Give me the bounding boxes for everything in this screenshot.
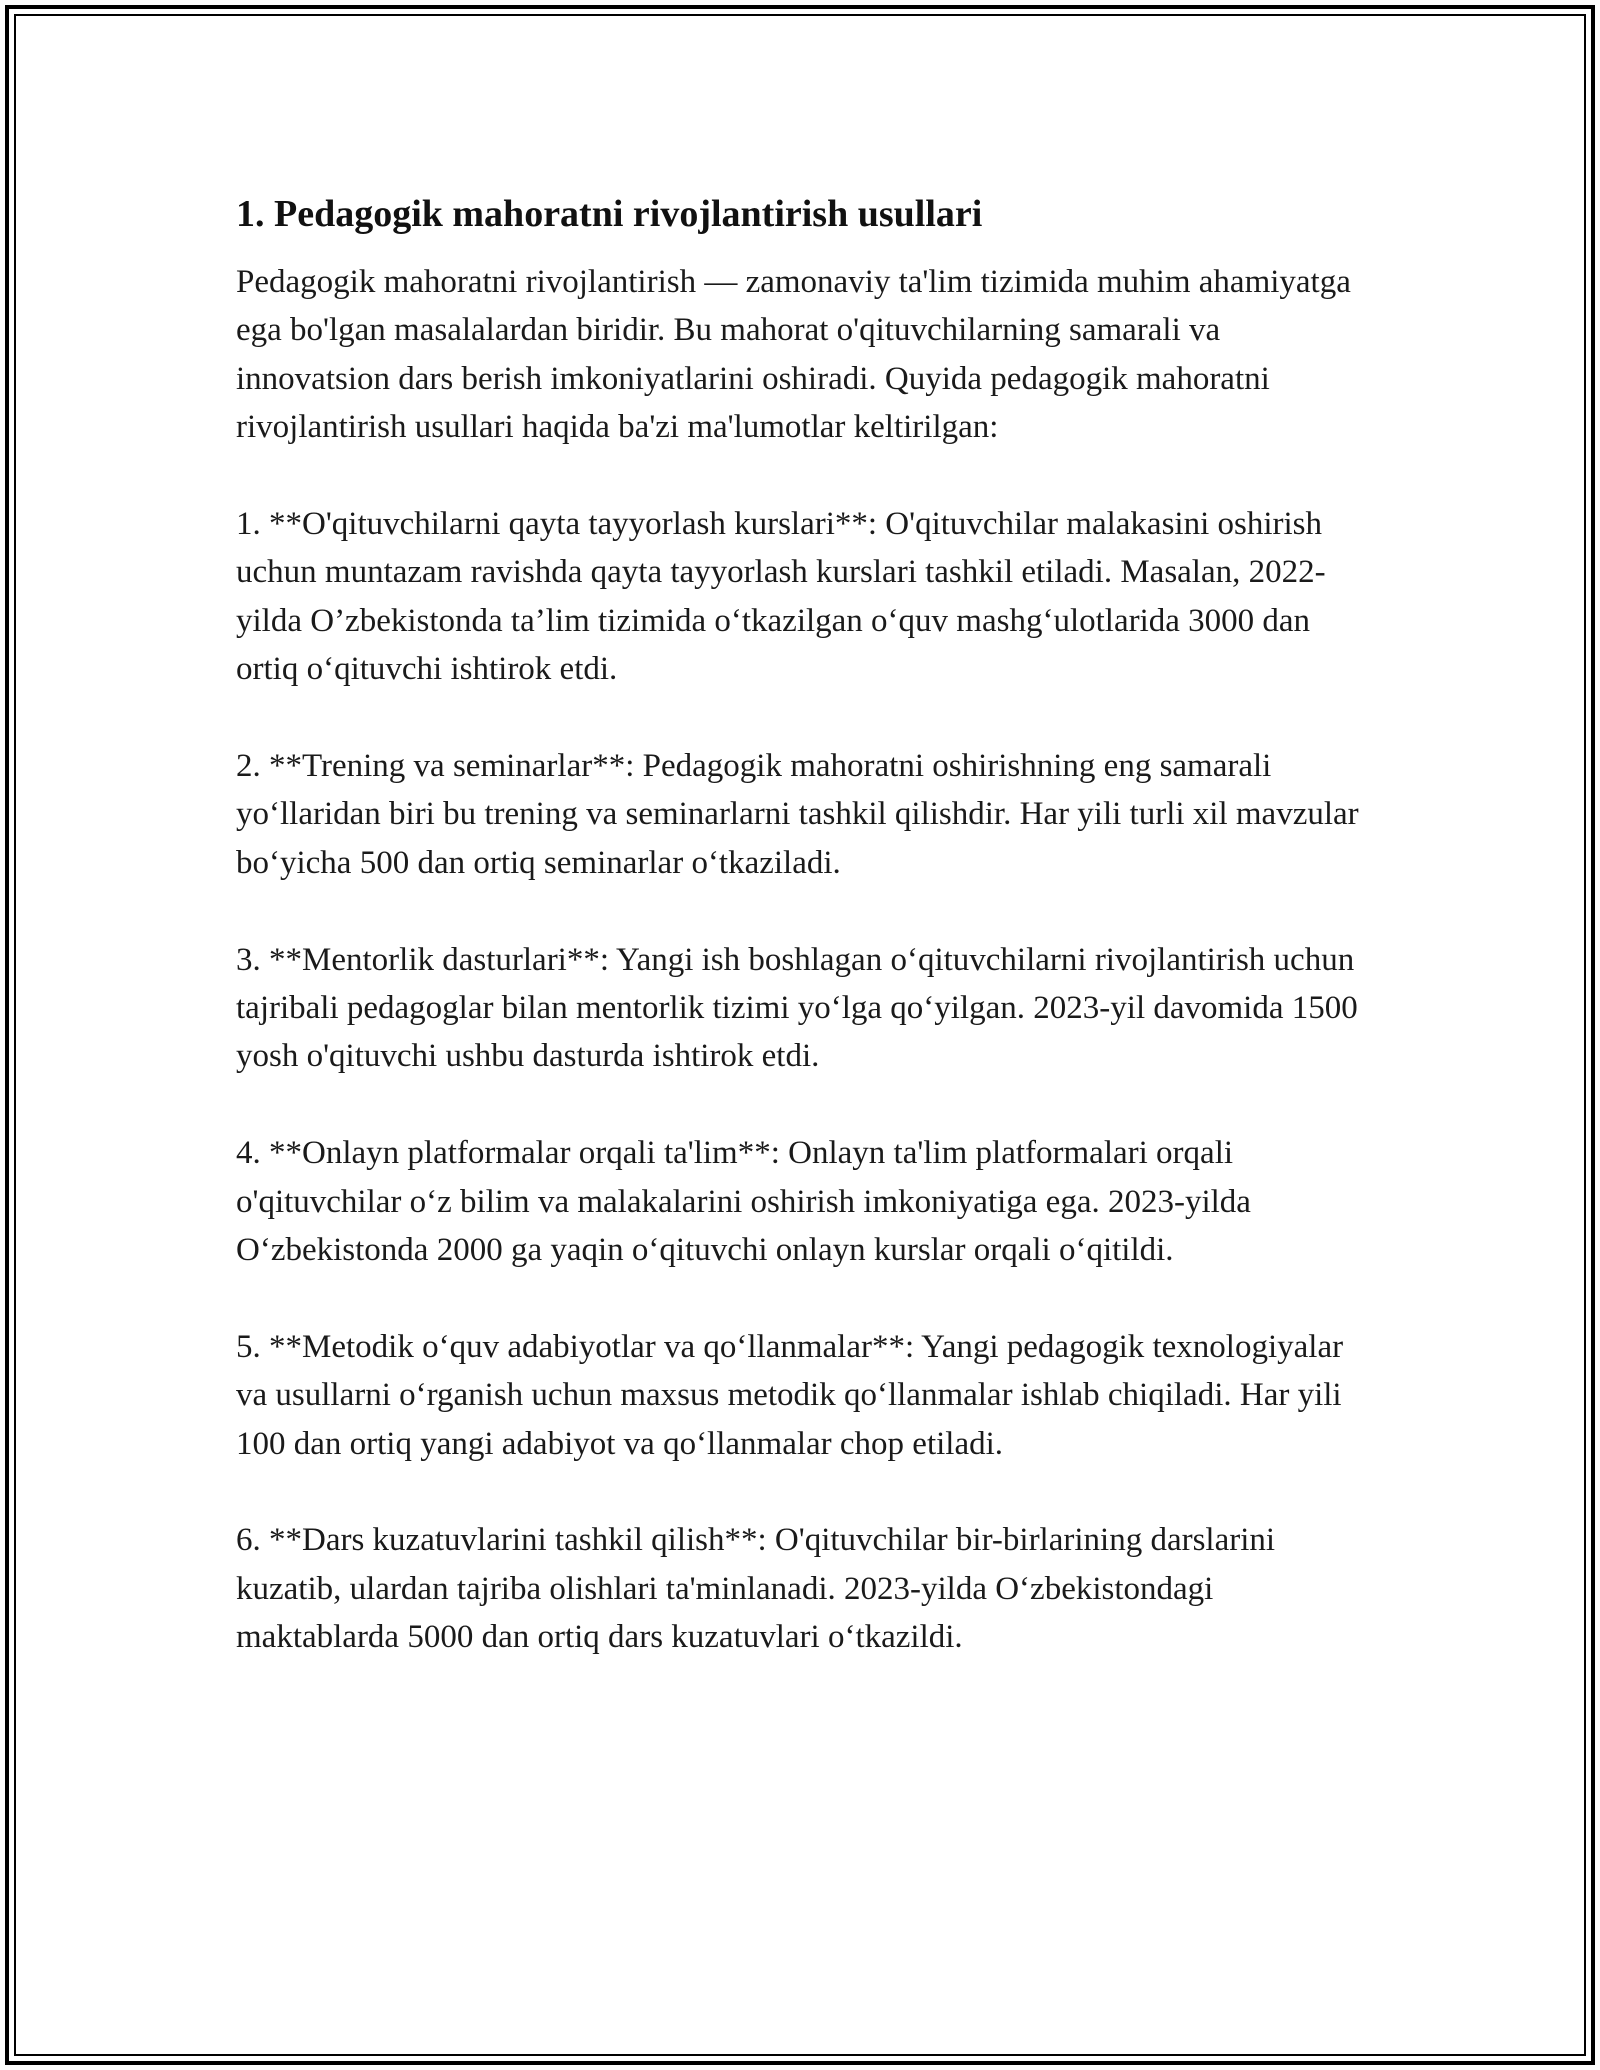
list-item: 2. **Trening va seminarlar**: Pedagogik mahoratni oshirishning eng samarali yoʻllaridan biri bu trening va seminarlarni tashkil qilishdir. Har yili turli xil mavzular boʻyicha 500 dan ortiq seminarlar oʻtkaziladi. — [236, 748, 1359, 881]
list-item: 6. **Dars kuzatuvlarini tashkil qilish**: O'qituvchilar bir-birlarining darslarini kuzatib, ulardan tajriba olishlari ta'minlanadi. 2023-yilda Oʻzbekistondagi maktablarda 5000 dan ortiq dars kuzatuvlari oʻtkazildi. — [236, 1522, 1276, 1656]
list-item: 5. **Metodik oʻquv adabiyotlar va qoʻllanmalar**: Yangi pedagogik texnologiyalar va usullarni oʻrganish uchun maxsus metodik qoʻllanmalar ishlab chiqiladi. Har yili 100 dan ortiq yangi adabiyot va qoʻllanmalar chop etiladi. — [236, 1328, 1344, 1462]
document-title: 1. Pedagogik mahoratni rivojlantirish usullari — [236, 193, 983, 235]
intro-paragraph: Pedagogik mahoratni rivojlantirish — zamonaviy ta'lim tizimida muhim ahamiyatga ega bo'lgan masalalardan biridir. Bu mahorat o'qituvchilarning samarali va innovatsion dars berish imkoniyatlarini oshiradi. Quyida pedagogik mahoratni rivojlantirish usullari haqida ba'zi ma'lumotlar keltirilgan: — [236, 264, 1351, 446]
list-item: 3. **Mentorlik dasturlari**: Yangi ish boshlagan oʻqituvchilarni rivojlantirish uchun tajribali pedagoglar bilan mentorlik tizimi yoʻlga qoʻyilgan. 2023-yil davomida 1500 yosh o'qituvchi ushbu dasturda ishtirok etdi. — [236, 941, 1358, 1075]
document-body — [236, 186, 1376, 1710]
list-item: 4. **Onlayn platformalar orqali ta'lim**: Onlayn ta'lim platformalari orqali o'qituvchilar oʻz bilim va malakalarini oshirish imkoniyatiga ega. 2023-yilda Oʻzbekistonda 2000 ga yaqin oʻqituvchi onlayn kurslar orqali oʻqitildi. — [236, 1135, 1251, 1269]
list-item: 1. **O'qituvchilarni qayta tayyorlash kurslari**: O'qituvchilar malakasini oshirish uchun muntazam ravishda qayta tayyorlash kurslari tashkil etiladi. Masalan, 2022-yilda O’zbekistonda ta’lim tizimida oʻtkazilgan oʻquv mashgʻulotlarida 3000 dan ortiq oʻqituvchi ishtirok etdi. — [236, 506, 1326, 688]
